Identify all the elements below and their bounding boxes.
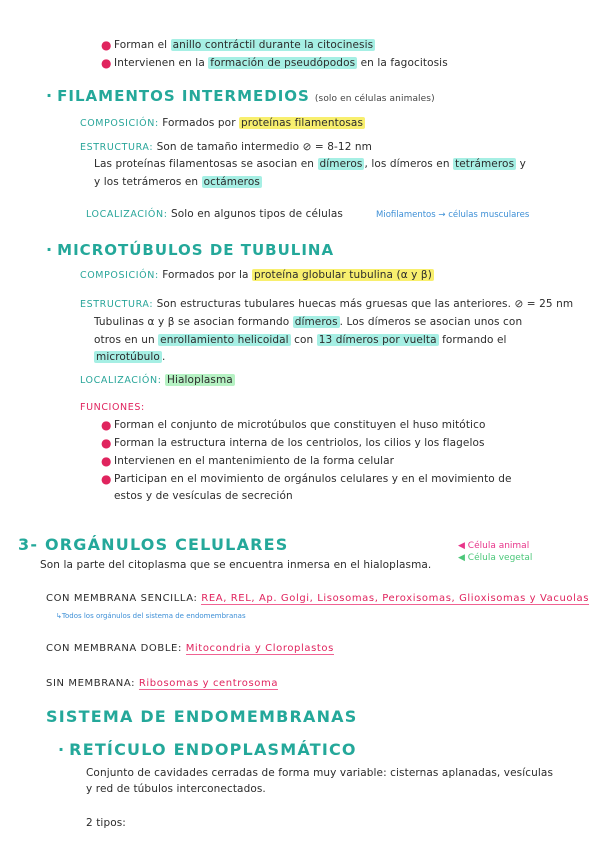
microtubulos-localizacion: LOCALIZACIÓN: Hialoplasma <box>80 374 233 386</box>
section-heading-endomembranas: SISTEMA DE ENDOMEMBRANAS <box>46 707 358 726</box>
funcion-item: Intervienen en el mantenimiento de la forma celular <box>114 455 395 467</box>
funcion-item: Forman el conjunto de microtúbulos que constituyen el huso mitótico <box>114 419 486 431</box>
section-heading-microtubulos: · MICROTÚBULOS DE TUBULINA <box>46 240 335 259</box>
endomembranas-note: ↳Todos los orgánulos del sistema de endomembranas <box>56 612 246 620</box>
section-heading-organulos: 3- ORGÁNULOS CELULARES <box>18 535 289 554</box>
filamentos-composicion: COMPOSICIÓN: Formados por proteínas filamentosas <box>80 117 364 129</box>
bullet-icon: ● <box>101 472 112 486</box>
filamentos-localizacion: LOCALIZACIÓN: Solo en algunos tipos de células <box>86 208 343 220</box>
intro-bullet-2: Intervienen en la formación de pseudópodos en la fagocitosis <box>114 57 448 69</box>
reticulo-desc-line1: Conjunto de cavidades cerradas de forma muy variable: cisternas aplanadas, vesículas <box>86 767 554 779</box>
arrow-icon: ◀ <box>458 553 465 563</box>
bullet-icon: ● <box>101 418 112 432</box>
arrow-icon: ◀ <box>458 541 465 551</box>
microtubulos-composicion: COMPOSICIÓN: Formados por la proteína globular tubulina (α y β) <box>80 269 432 281</box>
subheading-reticulo: · RETÍCULO ENDOPLASMÁTICO <box>58 740 357 759</box>
funcion-item-continued: estos y de vesículas de secreción <box>114 490 293 502</box>
bullet-dot-icon: · <box>46 86 53 105</box>
section-heading-filamentos: · FILAMENTOS INTERMEDIOS (solo en células animales) <box>46 86 435 105</box>
reticulo-desc-line2: y red de túbulos interconectados. <box>86 783 266 795</box>
legend-celula-animal: ◀ Célula animal <box>458 541 530 551</box>
bullet-icon: ● <box>101 38 112 52</box>
tipos-label: 2 tipos: <box>86 817 126 829</box>
membrana-doble-row: CON MEMBRANA DOBLE: Mitocondria y Cloroplastos <box>46 643 334 654</box>
organulos-subtitle: Son la parte del citoplasma que se encuentra inmersa en el hialoplasma. <box>40 559 432 571</box>
legend-celula-vegetal: ◀ Célula vegetal <box>458 553 533 563</box>
highlight: formación de pseudópodos <box>210 57 356 69</box>
filamentos-estructura-line2: Las proteínas filamentosas se asocian en dímeros , los dímeros en tetrámeros y <box>94 158 526 170</box>
funciones-label: FUNCIONES: <box>80 402 145 413</box>
intro-bullet-1: Forman el anillo contráctil durante la citocinesis <box>114 39 374 51</box>
filamentos-estructura-line3: y los tetrámeros en octámeros <box>94 176 260 188</box>
bullet-icon: ● <box>101 56 112 70</box>
sin-membrana-row: SIN MEMBRANA: Ribosomas y centrosoma <box>46 678 279 689</box>
funcion-item: Forman la estructura interna de los centriolos, los cilios y los flagelos <box>114 437 485 449</box>
curved-arrow-icon: ↳ <box>56 612 62 620</box>
bullet-dot-icon: · <box>46 240 53 259</box>
microtubulos-estructura-line3: otros en un enrollamiento helicoidal con 13 dímeros por vuelta formando el <box>94 334 507 346</box>
microtubulos-estructura-line4: microtúbulo . <box>96 351 166 363</box>
bullet-icon: ● <box>101 436 112 450</box>
filamentos-estructura: ESTRUCTURA: Son de tamaño intermedio ⊘ = 8-12 nm <box>80 141 373 153</box>
membrana-sencilla-row: CON MEMBRANA SENCILLA: REA, REL, Ap. Golgi, Lisosomas, Peroxisomas, Glioxisomas y Vacuolas <box>46 593 590 604</box>
funcion-item: Participan en el movimiento de orgánulos celulares y en el movimiento de <box>114 473 512 485</box>
miofilamentos-note: Miofilamentos → células musculares <box>376 210 530 220</box>
highlight: anillo contráctil durante la citocinesis <box>172 39 374 51</box>
microtubulos-estructura-line1: ESTRUCTURA: Son estructuras tubulares huecas más gruesas que las anteriores. ⊘ = 25 nm <box>80 298 574 310</box>
microtubulos-estructura-line2: Tubulinas α y β se asocian formando dímeros . Los dímeros se asocian unos con <box>94 316 523 328</box>
bullet-dot-icon: · <box>58 740 65 759</box>
bullet-icon: ● <box>101 454 112 468</box>
